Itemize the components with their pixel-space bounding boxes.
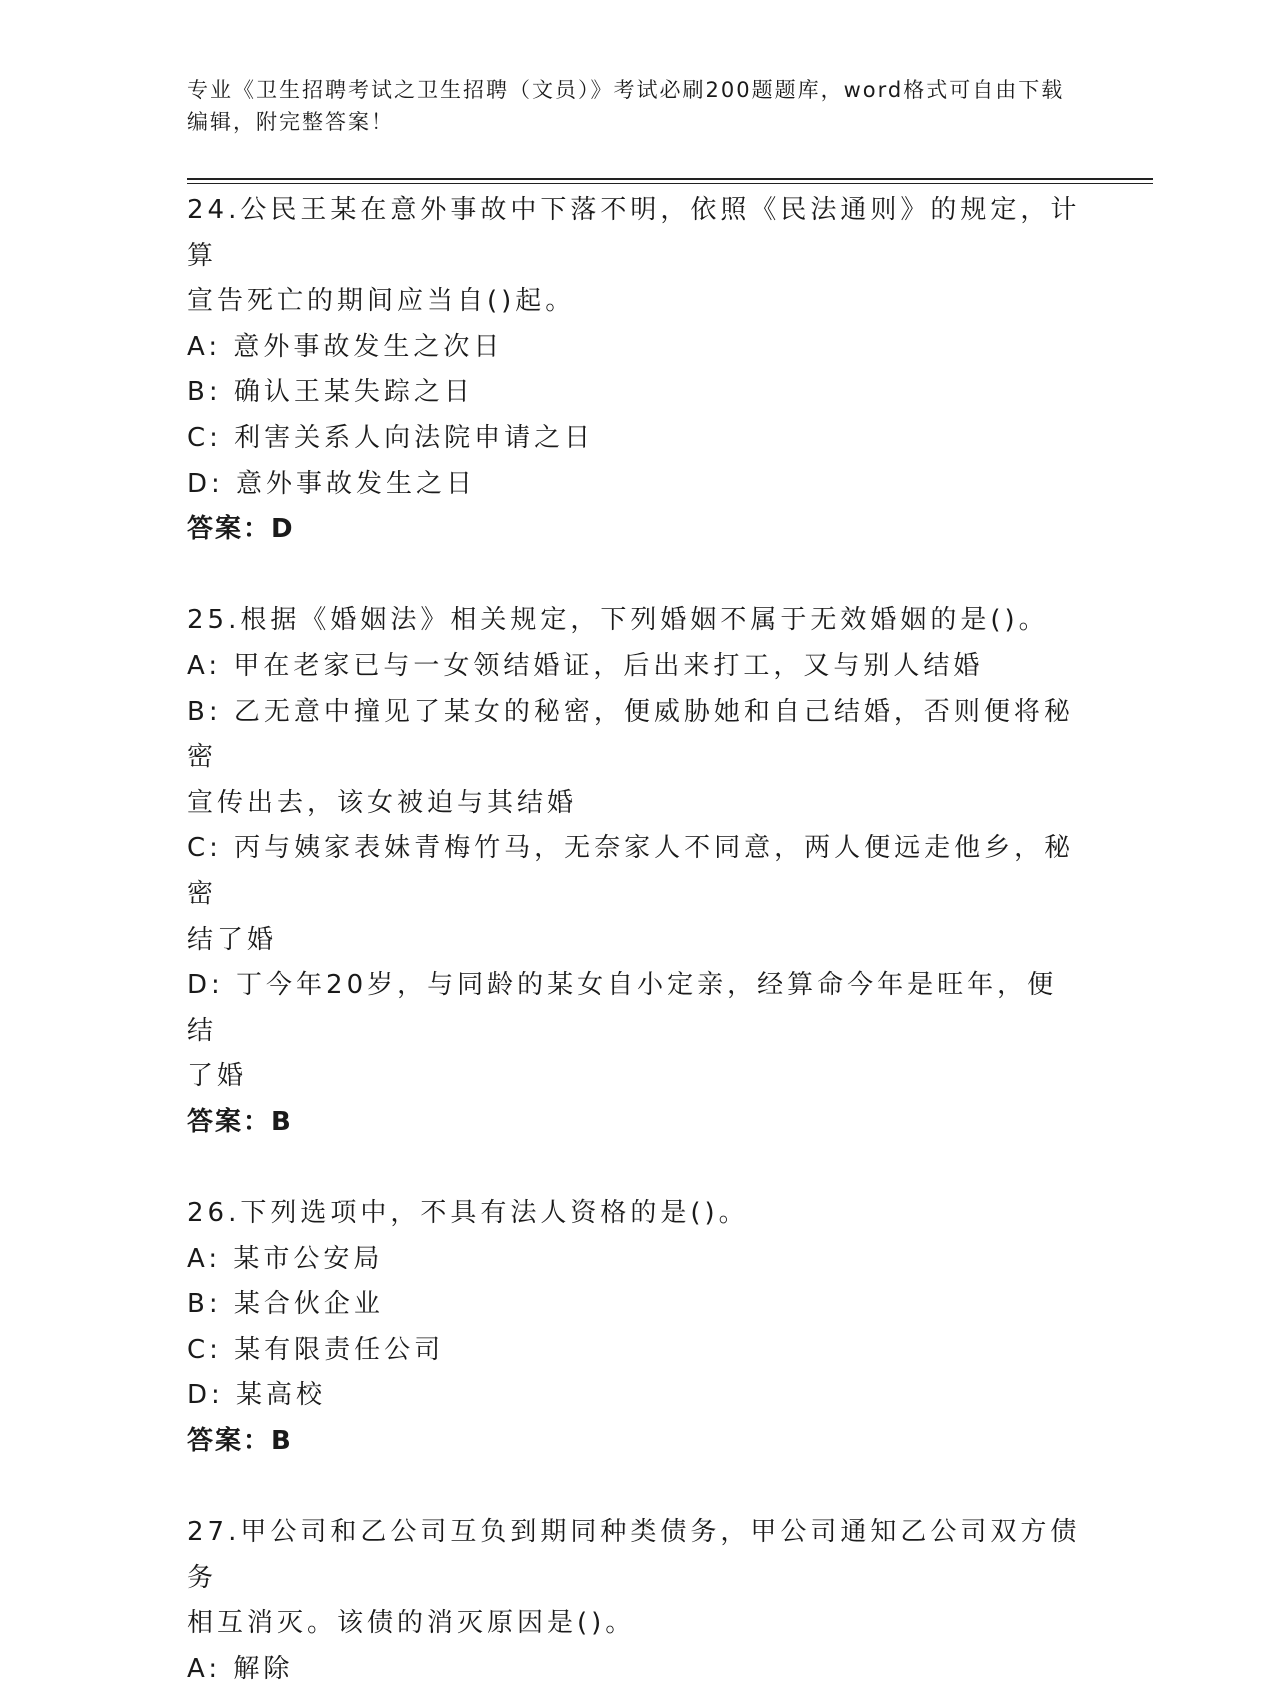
question-25 — [187, 598, 1087, 1145]
option-c: C: 某有限责任公司 — [187, 1334, 445, 1365]
question-27 — [187, 1510, 1087, 1692]
header-rule-top — [187, 178, 1153, 180]
question-spacer — [187, 1465, 1087, 1511]
option-d: D: 丁今年20岁，与同龄的某女自小定亲，经算命今年是旺年，便结 — [187, 970, 1058, 1046]
question-24 — [187, 188, 1087, 553]
question-stem-line: 26.下列选项中，不具有法人资格的是()。 — [187, 1198, 749, 1229]
option-a: A: 解除 — [187, 1654, 294, 1684]
question-26 — [187, 1191, 1087, 1465]
question-stem-line: 27.甲公司和乙公司互负到期同种类债务，甲公司通知乙公司双方债务 — [187, 1517, 1081, 1593]
option-d: D: 某高校 — [187, 1380, 327, 1411]
question-spacer — [187, 1145, 1087, 1191]
option-c: C: 丙与姨家表妹青梅竹马，无奈家人不同意，两人便远走他乡，秘密 — [187, 833, 1075, 909]
option-c: C: 利害关系人向法院申请之日 — [187, 422, 595, 453]
answer-line: 答案：B — [187, 1106, 293, 1137]
answer-line: 答案：D — [187, 514, 295, 545]
question-stem-line: 25.根据《婚姻法》相关规定，下列婚姻不属于无效婚姻的是()。 — [187, 605, 1049, 636]
option-d: D: 意外事故发生之日 — [187, 468, 477, 499]
option-b: B: 确认王某失踪之日 — [187, 377, 474, 408]
document-header: 专业《卫生招聘考试之卫生招聘（文员）》考试必刷200题题库，word格式可自由下载编辑，附完整答案！ — [187, 78, 1065, 134]
option-b: B: 乙无意中撞见了某女的秘密，便威胁她和自己结婚，否则便将秘密 — [187, 696, 1074, 773]
option-c-continued: 结了婚 — [187, 924, 278, 955]
option-b-continued: 宣传出去，该女被迫与其结婚 — [187, 787, 578, 818]
header-rule-bottom — [187, 183, 1153, 184]
question-spacer — [187, 553, 1087, 599]
option-a: A: 意外事故发生之次日 — [187, 331, 504, 362]
option-d-continued: 了婚 — [187, 1061, 248, 1092]
question-stem-line: 宣告死亡的期间应当自()起。 — [187, 286, 576, 317]
question-stem-line: 24.公民王某在意外事故中下落不明，依照《民法通则》的规定，计算 — [187, 195, 1081, 271]
option-b: B: 某合伙企业 — [187, 1289, 384, 1320]
answer-line: 答案：B — [187, 1426, 293, 1457]
question-stem-line: 相互消灭。该债的消灭原因是()。 — [187, 1608, 636, 1639]
option-a: A: 甲在老家已与一女领结婚证，后出来打工，又与别人结婚 — [187, 650, 984, 681]
option-a: A: 某市公安局 — [187, 1243, 384, 1274]
question-list — [187, 188, 1087, 1693]
